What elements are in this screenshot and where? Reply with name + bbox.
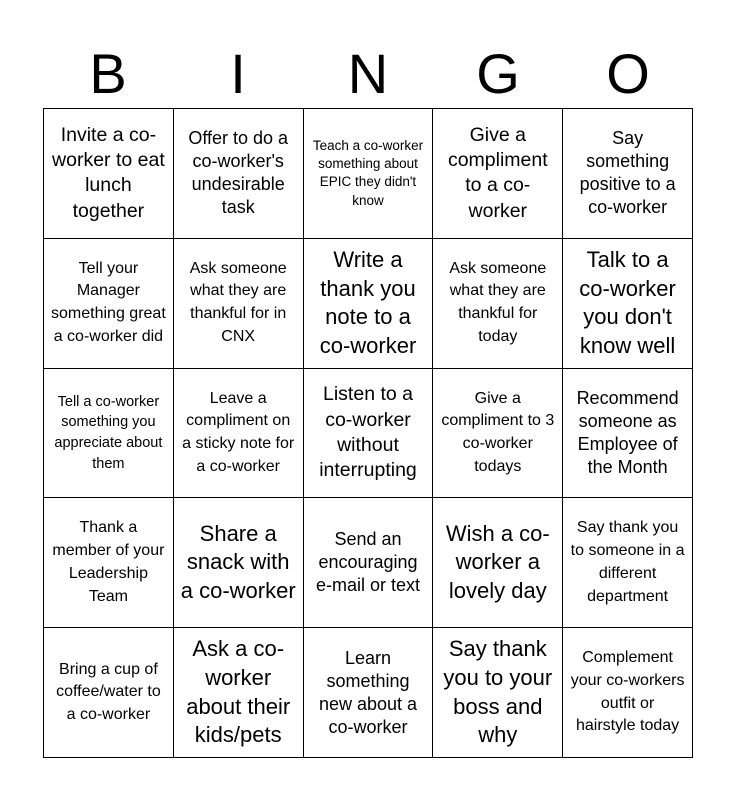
header-letter-o: O — [606, 41, 650, 105]
header-letter-b: B — [89, 41, 127, 105]
bingo-cell-text: Ask someone what they are thankful for today — [449, 259, 547, 345]
bingo-cell-text: Bring a cup of coffee/water to a co-worker — [56, 660, 161, 723]
bingo-cell[interactable] — [174, 109, 304, 239]
bingo-cell-text: Leave a compliment on a sticky note for a co-worker — [182, 389, 295, 475]
bingo-cell-text: Offer to do a co-worker's undesirable task — [188, 128, 289, 218]
bingo-cell-text: Listen to a co-worker without interrupting — [319, 383, 417, 482]
bingo-cell[interactable] — [304, 369, 434, 499]
bingo-cell[interactable] — [174, 369, 304, 499]
bingo-cell[interactable] — [433, 109, 563, 239]
bingo-cell[interactable] — [433, 369, 563, 499]
bingo-cell-text: Thank a member of your Leadership Team — [52, 519, 165, 605]
bingo-cell[interactable] — [433, 498, 563, 628]
bingo-cell-text: Give a compliment to a co-worker — [447, 123, 548, 222]
header-letter-n: N — [347, 41, 389, 105]
bingo-cell-text: Recommend someone as Employee of the Month — [576, 387, 679, 478]
bingo-cell[interactable] — [563, 369, 693, 499]
bingo-cell-text: Send an encouraging e-mail or text — [315, 529, 420, 596]
bingo-cell[interactable] — [563, 239, 693, 369]
bingo-cell-text: Wish a co-worker a lovely day — [445, 520, 550, 604]
bingo-cell[interactable] — [304, 109, 434, 239]
bingo-cell-text: Say thank you to someone in a different department — [570, 519, 685, 605]
bingo-cell-text: Give a compliment to 3 co-worker todays — [441, 389, 555, 475]
bingo-cell[interactable] — [44, 369, 174, 499]
bingo-cell-text: Complement your co-workers outfit or hairstyle today — [570, 649, 685, 735]
bingo-cell[interactable] — [433, 628, 563, 758]
bingo-cell-text: Ask a co-worker about their kids/pets — [186, 636, 291, 748]
bingo-cell[interactable] — [44, 498, 174, 628]
bingo-cell-text: Write a thank you note to a co-worker — [319, 247, 417, 358]
bingo-board — [43, 108, 693, 758]
bingo-cell-text: Tell a co-worker something you appreciate about them — [54, 393, 163, 472]
bingo-cell[interactable] — [174, 498, 304, 628]
bingo-cell[interactable] — [563, 628, 693, 758]
bingo-cell-text: Talk to a co-worker you don't know well — [579, 247, 676, 358]
bingo-cell[interactable] — [563, 109, 693, 239]
bingo-cell-text: Learn something new about a co-worker — [318, 647, 418, 737]
bingo-cell-text: Invite a co-worker to eat lunch together — [52, 123, 165, 222]
bingo-cell[interactable] — [174, 239, 304, 369]
bingo-cell[interactable] — [174, 628, 304, 758]
bingo-cell-text: Say something positive to a co-worker — [579, 128, 676, 218]
header-letter-g: G — [476, 41, 520, 105]
bingo-cell[interactable] — [563, 498, 693, 628]
bingo-cell-text: Share a snack with a co-worker — [180, 520, 296, 604]
header-letter-i: I — [230, 41, 246, 105]
bingo-cell[interactable] — [433, 239, 563, 369]
bingo-header — [43, 38, 693, 108]
bingo-cell[interactable] — [44, 239, 174, 369]
bingo-cell[interactable] — [304, 628, 434, 758]
bingo-cell-text: Tell your Manager something great a co-worker did — [51, 259, 166, 345]
bingo-cell[interactable] — [304, 498, 434, 628]
bingo-cell-text: Say thank you to your boss and why — [443, 636, 553, 748]
bingo-cell-text: Teach a co-worker something about EPIC they didn't know — [312, 137, 424, 208]
bingo-cell[interactable] — [44, 109, 174, 239]
bingo-cell[interactable] — [44, 628, 174, 758]
bingo-cell[interactable] — [304, 239, 434, 369]
bingo-cell-text: Ask someone what they are thankful for in CNX — [189, 259, 287, 345]
